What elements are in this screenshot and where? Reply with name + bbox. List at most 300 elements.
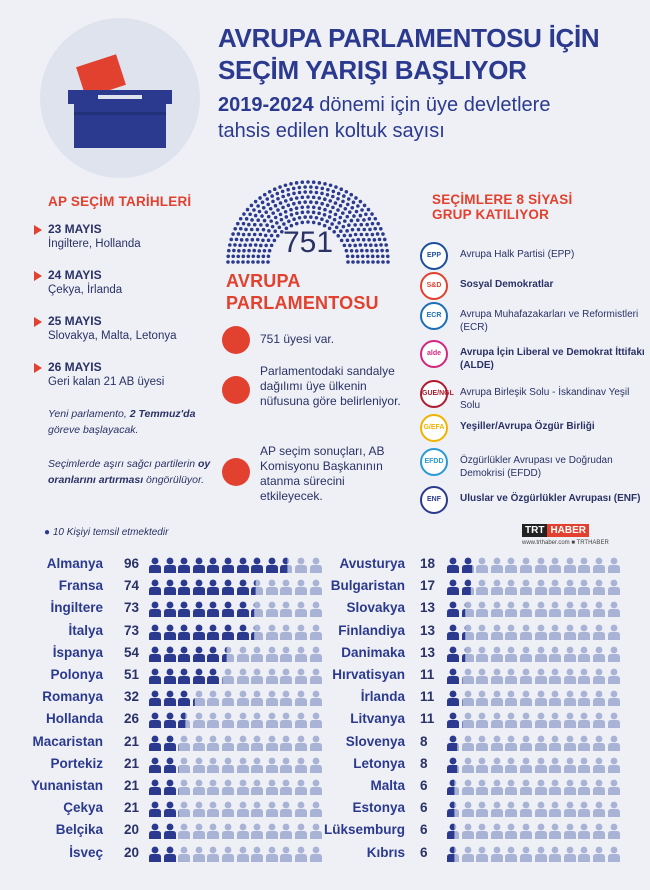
person-icon (192, 646, 206, 662)
person-icon (519, 601, 533, 617)
person-icon (236, 579, 250, 595)
person-icon (192, 846, 206, 862)
person-icon (548, 712, 562, 728)
seat-count-label: 6 (420, 844, 428, 860)
country-label: Avusturya (339, 556, 405, 571)
person-icon (490, 779, 504, 795)
person-icon (577, 646, 591, 662)
person-icon (148, 779, 162, 795)
person-icon (206, 823, 220, 839)
person-icon (265, 779, 279, 795)
person-icon (148, 712, 162, 728)
person-icon (294, 735, 308, 751)
person-icon (577, 757, 591, 773)
person-icon (206, 646, 220, 662)
person-icon (490, 690, 504, 706)
person-icon (461, 712, 475, 728)
person-icon (446, 690, 460, 706)
person-icon (177, 823, 191, 839)
person-icon (577, 690, 591, 706)
person-icon (236, 846, 250, 862)
seat-count-label: 13 (420, 622, 436, 638)
person-icon (519, 557, 533, 573)
person-icon (534, 624, 548, 640)
country-label: Letonya (353, 755, 405, 771)
person-icon (504, 846, 518, 862)
person-icon (475, 624, 489, 640)
person-icon (265, 690, 279, 706)
person-icon (563, 646, 577, 662)
person-icon (446, 624, 460, 640)
person-icon (592, 801, 606, 817)
person-icon (192, 601, 206, 617)
seat-count-label: 32 (124, 689, 140, 705)
country-label: Finlandiya (338, 622, 405, 638)
person-icon (206, 846, 220, 862)
seat-count-label: 11 (420, 689, 435, 705)
person-icon (236, 735, 250, 751)
seat-count-label: 6 (420, 822, 428, 838)
person-icon (294, 668, 308, 684)
person-icon (461, 735, 475, 751)
person-icon (446, 779, 460, 795)
person-icon (250, 668, 264, 684)
person-icon (577, 801, 591, 817)
person-icon (592, 757, 606, 773)
date-item: 25 MAYIS Slovakya, Malta, Letonya (34, 314, 214, 342)
person-icon (607, 757, 621, 773)
person-icon (206, 690, 220, 706)
country-label: Belçika (55, 822, 103, 838)
person-icon (294, 801, 308, 817)
country-label: İsveç (69, 844, 103, 860)
person-icon (236, 624, 250, 640)
person-icon (192, 735, 206, 751)
person-icon (490, 801, 504, 817)
person-icon (577, 823, 591, 839)
country-label: Fransa (58, 578, 103, 594)
person-icon (519, 712, 533, 728)
person-icon (563, 757, 577, 773)
person-icon (163, 757, 177, 773)
person-icon (221, 779, 235, 795)
person-icon (563, 690, 577, 706)
seat-count-label: 51 (124, 667, 140, 682)
person-icon (577, 579, 591, 595)
person-icon (577, 846, 591, 862)
person-icon (504, 601, 518, 617)
country-label: Slovakya (346, 600, 405, 616)
person-icon (177, 646, 191, 662)
person-icon (461, 624, 475, 640)
person-icon (177, 801, 191, 817)
person-icon (206, 757, 220, 773)
person-icon (446, 646, 460, 662)
person-icon (577, 624, 591, 640)
person-icon (192, 579, 206, 595)
person-icon (504, 757, 518, 773)
person-icon (534, 668, 548, 684)
person-icon (461, 846, 475, 862)
person-icon (279, 823, 293, 839)
person-icon (148, 579, 162, 595)
person-icon (265, 735, 279, 751)
person-icon (236, 779, 250, 795)
party-name: Avrupa Muhafazakarları ve Reformistleri (ECR) (460, 309, 639, 333)
person-icon (577, 601, 591, 617)
seat-count-label: 8 (420, 755, 428, 771)
person-icon (250, 601, 264, 617)
person-icon (504, 712, 518, 728)
party-item (420, 486, 640, 516)
person-icon (163, 601, 177, 617)
person-icon (519, 757, 533, 773)
person-icon (592, 823, 606, 839)
person-icon (221, 801, 235, 817)
person-icon (475, 846, 489, 862)
person-icon (534, 690, 548, 706)
person-icon (163, 624, 177, 640)
person-icon (548, 557, 562, 573)
person-icon (504, 646, 518, 662)
person-icon (504, 779, 518, 795)
party-item (420, 242, 640, 272)
person-icon (490, 601, 504, 617)
person-icon (548, 757, 562, 773)
person-icon (475, 801, 489, 817)
person-icon (534, 801, 548, 817)
person-icon (279, 690, 293, 706)
person-icon (309, 668, 323, 684)
person-icon (192, 690, 206, 706)
person-icon (461, 801, 475, 817)
person-icon (490, 579, 504, 595)
person-icon (148, 646, 162, 662)
seat-count-label: 18 (420, 556, 436, 571)
person-icon (250, 779, 264, 795)
person-icon (177, 557, 191, 573)
person-icon (446, 735, 460, 751)
person-icon (250, 801, 264, 817)
person-icon (548, 823, 562, 839)
party-name: Avrupa Halk Partisi (EPP) (460, 249, 575, 260)
person-icon (250, 646, 264, 662)
person-icon (206, 579, 220, 595)
person-icon (534, 557, 548, 573)
person-icon (221, 757, 235, 773)
person-icon (250, 823, 264, 839)
person-icon (163, 735, 177, 751)
person-icon (148, 823, 162, 839)
person-icon (607, 801, 621, 817)
person-icon (504, 690, 518, 706)
person-icon (592, 779, 606, 795)
party-item (420, 340, 645, 371)
seat-count-label: 20 (124, 844, 140, 860)
country-label: Hollanda (45, 711, 103, 727)
person-icon (163, 712, 177, 728)
country-label: Macaristan (32, 733, 103, 749)
person-icon (519, 779, 533, 795)
party-item (420, 272, 640, 302)
person-icon (192, 557, 206, 573)
person-icon (461, 690, 475, 706)
person-icon (475, 823, 489, 839)
person-icon (519, 823, 533, 839)
person-icon (461, 668, 475, 684)
person-icon (236, 823, 250, 839)
party-logo-icon: alde (420, 340, 448, 368)
person-icon (265, 624, 279, 640)
seat-count-label: 74 (124, 578, 140, 594)
person-icon (534, 779, 548, 795)
person-icon (265, 712, 279, 728)
person-icon (519, 646, 533, 662)
person-icon (221, 846, 235, 862)
person-icon (265, 579, 279, 595)
person-icon (563, 668, 577, 684)
country-label: Malta (370, 778, 405, 793)
country-label: İrlanda (360, 689, 405, 705)
seat-count-label: 13 (420, 644, 436, 660)
parliament-start-note: Yeni parlamento, 2 Temmuz'da göreve başlayacak. (48, 408, 196, 436)
ballot-box-illustration (40, 18, 200, 178)
person-icon (177, 757, 191, 773)
person-icon (177, 601, 191, 617)
person-icon (221, 823, 235, 839)
person-icon (446, 823, 460, 839)
country-label: Bulgaristan (330, 578, 405, 594)
party-name: Yeşiller/Avrupa Özgür Birliği (460, 421, 595, 432)
person-icon (294, 579, 308, 595)
person-icon (607, 646, 621, 662)
person-icon (221, 712, 235, 728)
person-icon (309, 735, 323, 751)
seat-count-label: 6 (420, 778, 428, 793)
person-icon (236, 690, 250, 706)
person-icon (504, 579, 518, 595)
brand-logo: TRT HABER www.trthaber.com ■ TRTHABER (522, 525, 609, 546)
person-icon (279, 579, 293, 595)
legend: ● 10 Kişiyi temsil etmektedir (44, 527, 169, 538)
seat-count-label: 6 (420, 800, 428, 816)
party-logo-icon: G/EFA (420, 414, 448, 442)
person-icon (148, 735, 162, 751)
party-logo-icon: ECR (420, 302, 448, 330)
country-label: Romanya (42, 689, 103, 705)
person-icon (265, 668, 279, 684)
person-icon (163, 779, 177, 795)
person-icon (461, 579, 475, 595)
country-label: Lüksemburg (323, 822, 405, 838)
person-icon (236, 601, 250, 617)
person-icon (446, 757, 460, 773)
person-icon (163, 668, 177, 684)
person-icon (475, 601, 489, 617)
date-item: 23 MAYIS İngiltere, Hollanda (34, 222, 214, 250)
person-icon (236, 668, 250, 684)
ballot-box-icon (40, 18, 200, 178)
person-icon (504, 735, 518, 751)
person-icon (206, 801, 220, 817)
groups-heading: SEÇİMLERE 8 SİYASİ GRUP KATILIYOR (432, 192, 573, 222)
person-icon (177, 712, 191, 728)
person-icon (490, 846, 504, 862)
person-icon (250, 846, 264, 862)
person-icon (534, 846, 548, 862)
person-icon (563, 823, 577, 839)
person-icon (309, 624, 323, 640)
person-icon (309, 712, 323, 728)
person-icon (577, 712, 591, 728)
person-icon (148, 846, 162, 862)
person-icon (250, 757, 264, 773)
person-icon (563, 601, 577, 617)
person-icon (446, 846, 460, 862)
party-item (420, 414, 640, 444)
party-name: Sosyal Demokratlar (460, 279, 554, 290)
person-icon (563, 557, 577, 573)
person-icon (294, 823, 308, 839)
person-icon (309, 801, 323, 817)
seat-count-label: 21 (124, 755, 140, 771)
ballot-icon (222, 458, 250, 486)
person-icon (519, 801, 533, 817)
person-icon (461, 823, 475, 839)
person-icon (548, 735, 562, 751)
person-icon (148, 690, 162, 706)
person-icon (250, 712, 264, 728)
person-icon (236, 757, 250, 773)
person-icon (475, 735, 489, 751)
person-icon (519, 846, 533, 862)
person-icon (461, 557, 475, 573)
person-icon (192, 712, 206, 728)
person-icon (607, 846, 621, 862)
person-icon (309, 846, 323, 862)
person-icon (490, 557, 504, 573)
person-icon (148, 757, 162, 773)
person-icon (148, 624, 162, 640)
person-icon (519, 624, 533, 640)
person-icon (265, 757, 279, 773)
members-icon (222, 326, 250, 354)
person-icon (563, 735, 577, 751)
person-icon (592, 846, 606, 862)
person-icon (192, 757, 206, 773)
person-icon (309, 601, 323, 617)
person-icon (446, 601, 460, 617)
seat-count-label: 20 (124, 822, 140, 838)
party-item (420, 302, 640, 332)
person-icon (592, 601, 606, 617)
country-label: İspanya (52, 644, 103, 660)
person-icon (490, 646, 504, 662)
person-icon (221, 690, 235, 706)
person-icon (221, 646, 235, 662)
country-label: Litvanya (350, 711, 405, 727)
person-icon (577, 557, 591, 573)
person-icon (446, 579, 460, 595)
person-icon (563, 579, 577, 595)
person-icon (607, 668, 621, 684)
person-icon (250, 557, 264, 573)
person-icon (548, 846, 562, 862)
parliament-label: AVRUPA PARLAMENTOSU (226, 271, 379, 313)
person-icon (163, 579, 177, 595)
person-icon (177, 779, 191, 795)
person-icon (279, 779, 293, 795)
person-icon (607, 579, 621, 595)
person-icon (163, 690, 177, 706)
person-icon (309, 646, 323, 662)
person-icon (279, 757, 293, 773)
person-icon (221, 735, 235, 751)
person-icon (534, 823, 548, 839)
person-icon (192, 801, 206, 817)
person-icon (592, 646, 606, 662)
person-icon (206, 624, 220, 640)
person-icon (163, 557, 177, 573)
country-label: Çekya (63, 800, 103, 816)
person-icon (504, 823, 518, 839)
person-icon (279, 668, 293, 684)
person-icon (294, 779, 308, 795)
person-icon (206, 779, 220, 795)
person-icon (236, 557, 250, 573)
person-icon (206, 601, 220, 617)
person-icon (221, 601, 235, 617)
date-item: 24 MAYIS Çekya, İrlanda (34, 268, 214, 296)
person-icon (534, 757, 548, 773)
person-icon (519, 735, 533, 751)
country-label: Danimaka (341, 644, 405, 660)
seat-count-label: 13 (420, 600, 436, 616)
person-icon (548, 668, 562, 684)
person-icon (206, 557, 220, 573)
person-icon (148, 801, 162, 817)
person-icon (446, 712, 460, 728)
person-icon (461, 601, 475, 617)
seat-count-label: 21 (124, 733, 140, 749)
person-icon (490, 712, 504, 728)
dates-heading: AP SEÇİM TARİHLERİ (48, 194, 192, 209)
person-icon (279, 712, 293, 728)
person-icon (577, 779, 591, 795)
person-icon (279, 735, 293, 751)
seat-count-label: 11 (420, 711, 435, 727)
person-icon (294, 624, 308, 640)
seat-count-label: 96 (124, 556, 140, 571)
party-logo-icon: ENF (420, 486, 448, 514)
person-icon (534, 579, 548, 595)
person-icon (490, 823, 504, 839)
person-icon (177, 579, 191, 595)
person-icon (163, 801, 177, 817)
person-icon (309, 557, 323, 573)
person-icon (250, 624, 264, 640)
person-icon (490, 735, 504, 751)
person-icon (279, 801, 293, 817)
seat-count-label: 21 (124, 800, 140, 816)
person-icon (577, 668, 591, 684)
person-icon (563, 779, 577, 795)
person-icon (250, 579, 264, 595)
person-icon (309, 823, 323, 839)
person-icon (279, 557, 293, 573)
person-icon (265, 557, 279, 573)
party-name: Uluslar ve Özgürlükler Avrupası (ENF) (460, 493, 641, 504)
